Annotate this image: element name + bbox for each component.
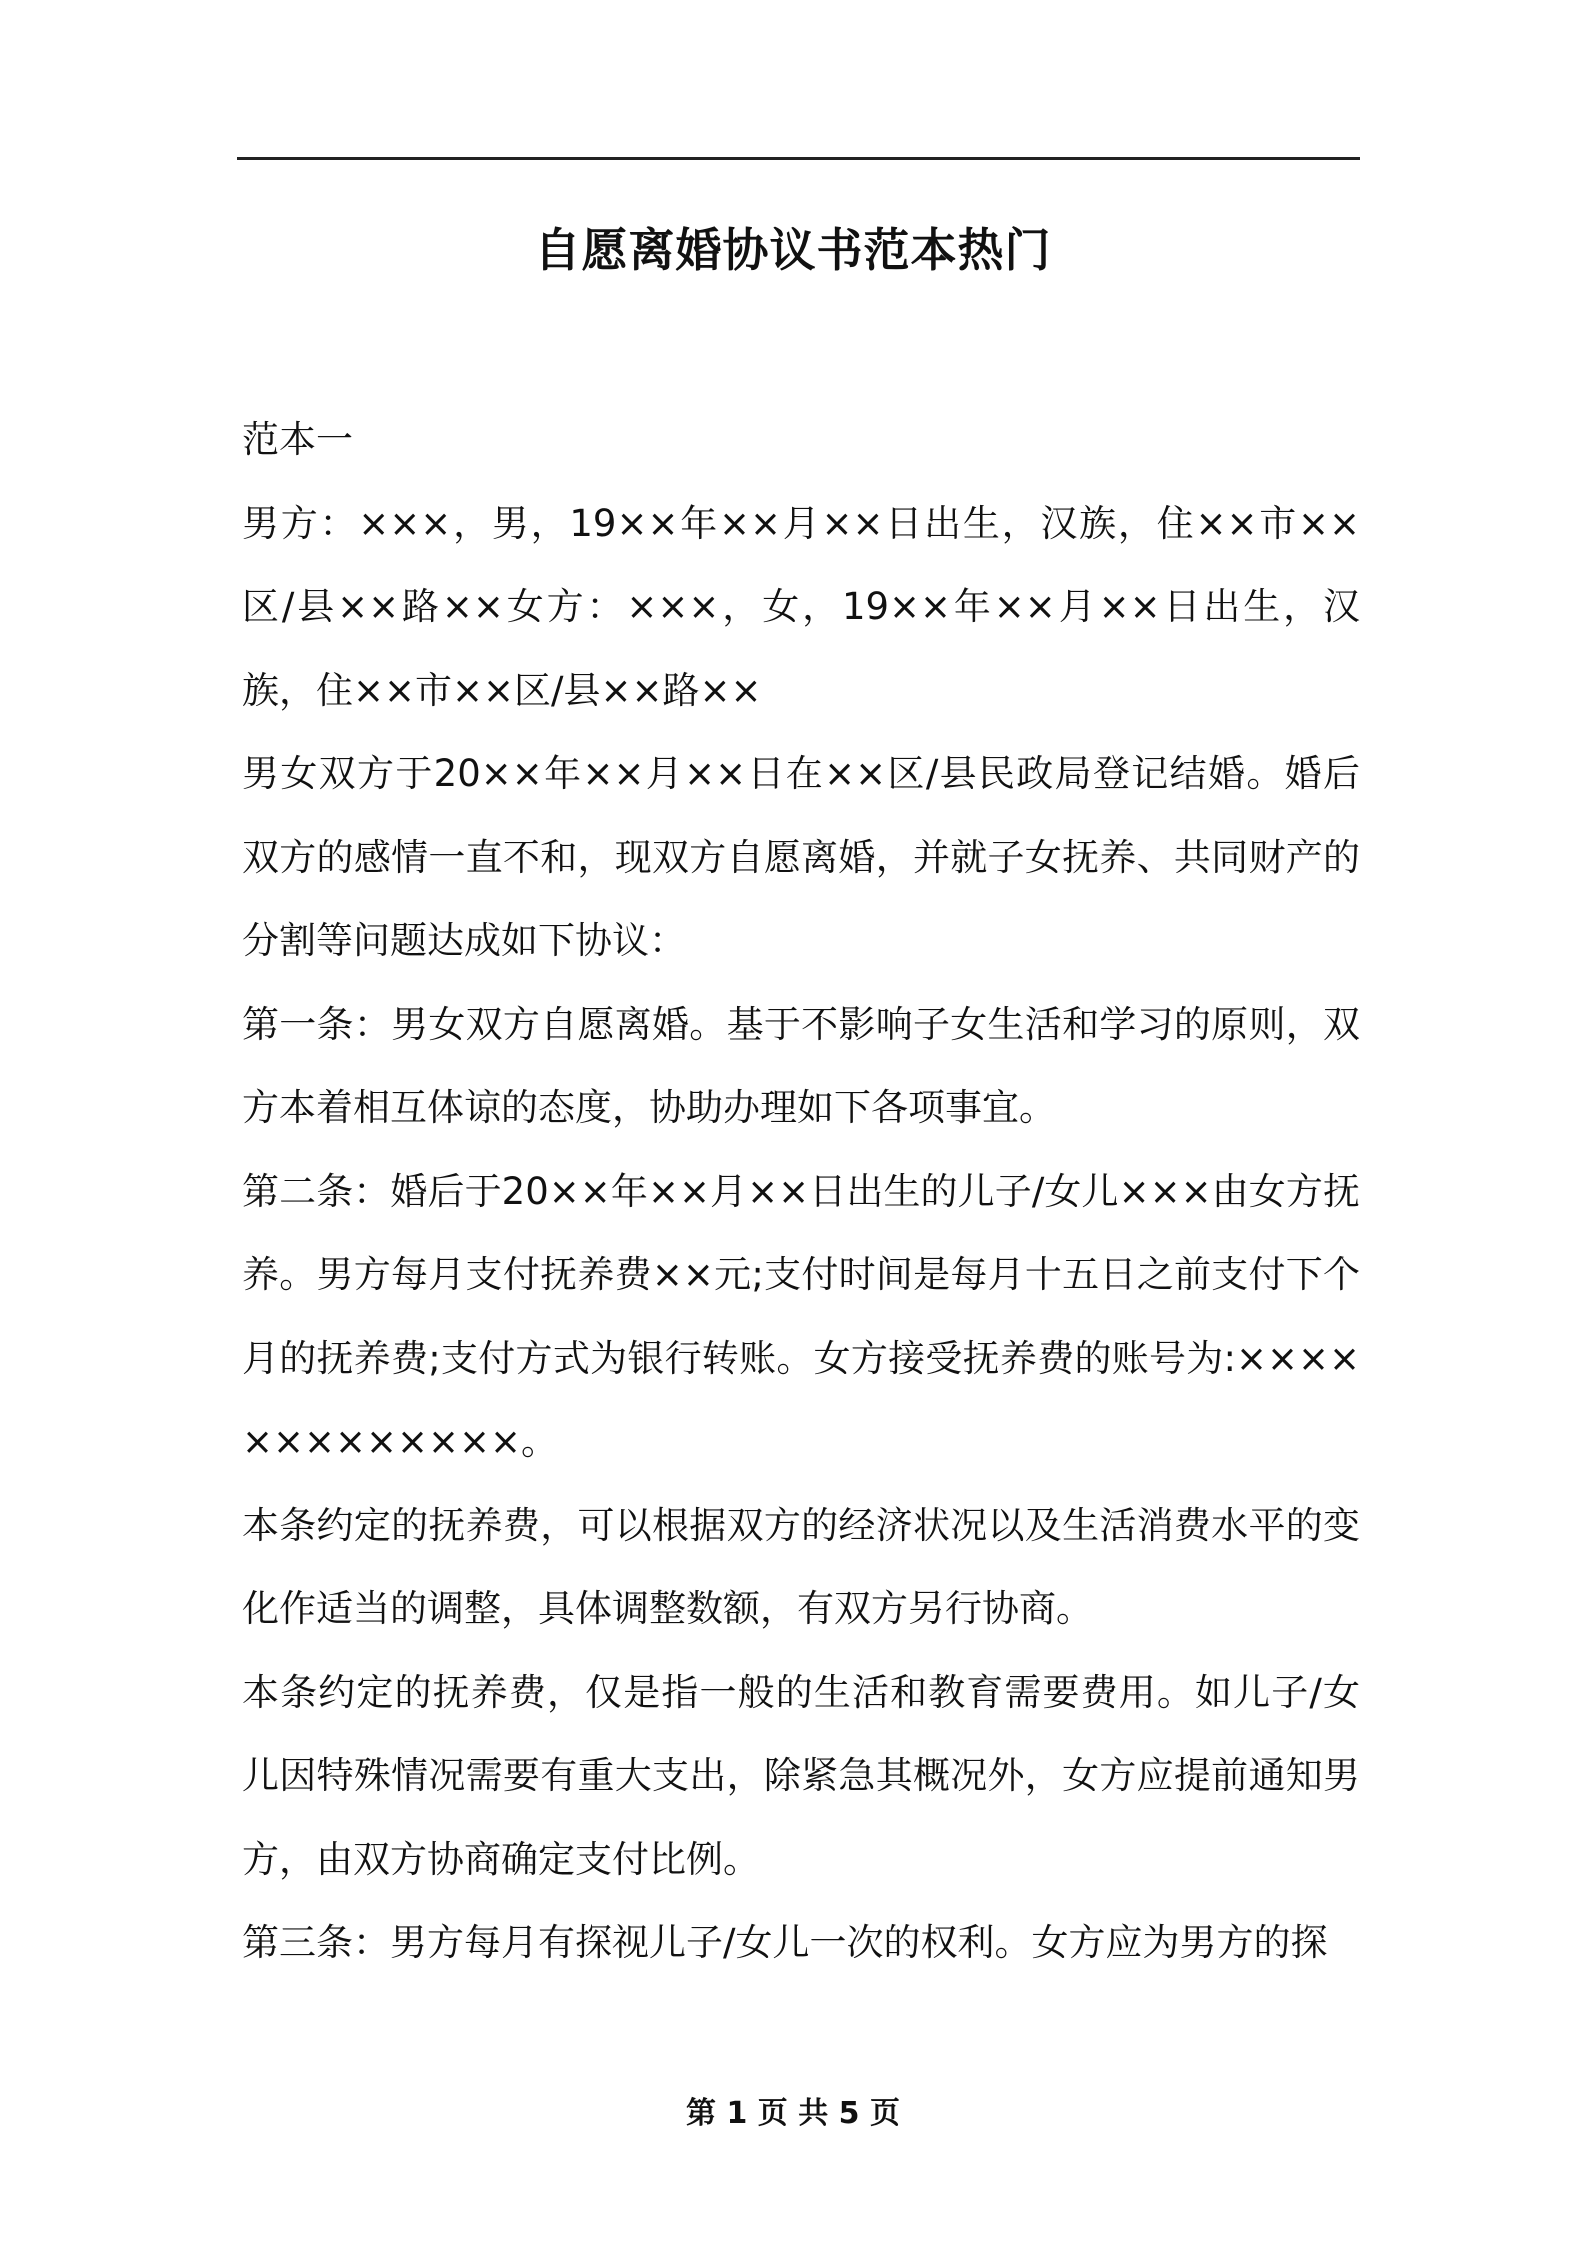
- section-heading: 范本一: [242, 418, 353, 461]
- preamble-paragraph: 男女双方于20××年××月××日在××区/县民政局登记结婚。婚后双方的感情一直不和，现双方自愿离婚，并就子女抚养、共同财产的分割等问题达成如下协议：: [242, 752, 1360, 962]
- header-rule: [237, 157, 1360, 160]
- parties-paragraph: 男方：×××，男，19××年××月××日出生，汉族，住××市××区/县××路××女方：×××，女，19××年××月××日出生，汉族，住××市××区/县××路××: [242, 501, 1360, 712]
- article-2-paragraph: 第二条：婚后于20××年××月××日出生的儿子/女儿×××由女方抚养。男方每月支付抚养费××元;支付时间是每月十五日之前支付下个月的抚养费;支付方式为银行转账。女方接受抚养费的账号为:×××××××××××××。: [242, 1169, 1360, 1463]
- article-1-paragraph: 第一条：男女双方自愿离婚。基于不影响子女生活和学习的原则，双方本着相互体谅的态度，协助办理如下各项事宜。: [242, 1002, 1360, 1129]
- article-3-paragraph: 第三条：男方每月有探视儿子/女儿一次的权利。女方应为男方的探: [242, 1921, 1328, 1964]
- document-body: [242, 398, 1360, 1985]
- support-adjustment-paragraph: 本条约定的抚养费，可以根据双方的经济状况以及生活消费水平的变化作适当的调整，具体调整数额，有双方另行协商。: [242, 1503, 1360, 1630]
- document-title: 自愿离婚协议书范本热门: [534, 223, 1052, 277]
- page-footer: 第 1 页 共 5 页: [686, 2096, 900, 2131]
- support-scope-paragraph: 本条约定的抚养费，仅是指一般的生活和教育需要费用。如儿子/女儿因特殊情况需要有重大支出，除紧急其概况外，女方应提前通知男方，由双方协商确定支付比例。: [242, 1670, 1360, 1881]
